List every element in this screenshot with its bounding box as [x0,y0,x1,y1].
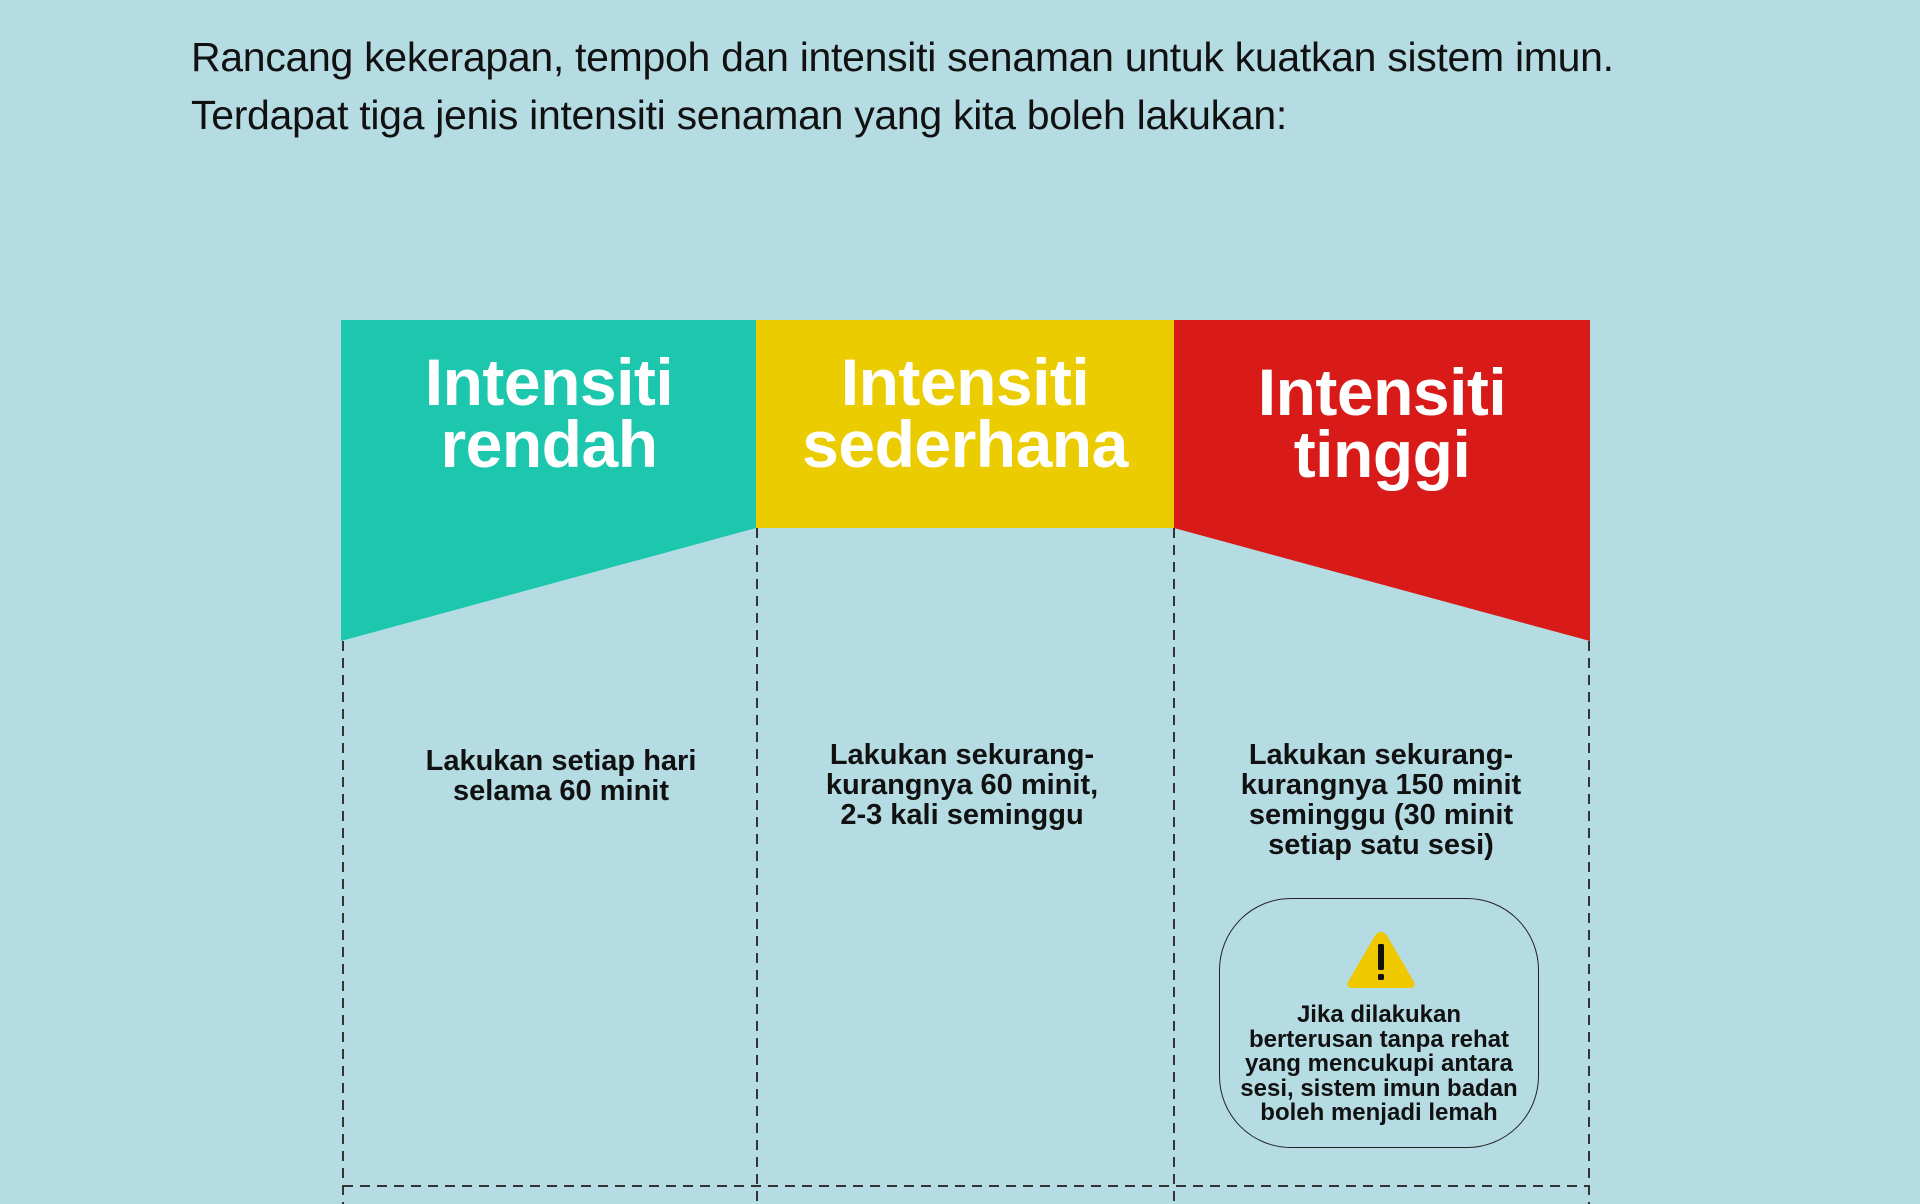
desc-moderate-intensity [767,740,1157,830]
desc-low-intensity [372,746,750,806]
desc-moderate-line-2: kurangnya 60 minit, [825,769,1099,801]
desc-moderate-line-1: Lakukan sekurang- [829,739,1095,771]
title-low-intensity [341,345,757,481]
warning-line-1: Jika dilakukan [1296,1001,1462,1028]
warning-line-3: yang mencukupi antara [1244,1050,1514,1077]
title-low-line-1: Intensiti [424,345,674,419]
title-moderate-line-1: Intensiti [840,345,1090,419]
title-moderate-intensity [757,345,1173,481]
warning-triangle-icon [1345,928,1417,990]
intro-line-1: Rancang kekerapan, tempoh dan intensiti senaman untuk kuatkan sistem imun. [191,34,1614,80]
desc-high-line-1: Lakukan sekurang- [1248,739,1514,771]
warning-line-2: berterusan tanpa rehat [1248,1025,1510,1053]
warning-line-5: boleh menjadi lemah [1260,1099,1498,1126]
warning-line-4: sesi, sistem imun badan [1240,1074,1518,1102]
title-high-line-2: tinggi [1293,417,1471,491]
desc-moderate-line-3: 2-3 kali seminggu [840,799,1084,831]
desc-high-intensity [1186,740,1576,860]
title-high-line-1: Intensiti [1257,355,1507,429]
desc-low-line-2: selama 60 minit [453,775,669,807]
intro-line-2: Terdapat tiga jenis intensiti senaman yang kita boleh lakukan: [191,92,1287,138]
warning-text [1223,1003,1535,1126]
desc-high-line-4: setiap satu sesi) [1268,829,1494,861]
title-low-line-2: rendah [440,407,658,481]
title-moderate-line-2: sederhana [802,407,1128,481]
desc-high-line-3: seminggu (30 minit [1248,799,1514,831]
desc-low-line-1: Lakukan setiap hari [425,745,697,777]
title-high-intensity [1174,355,1590,491]
desc-high-line-2: kurangnya 150 minit [1240,769,1522,801]
